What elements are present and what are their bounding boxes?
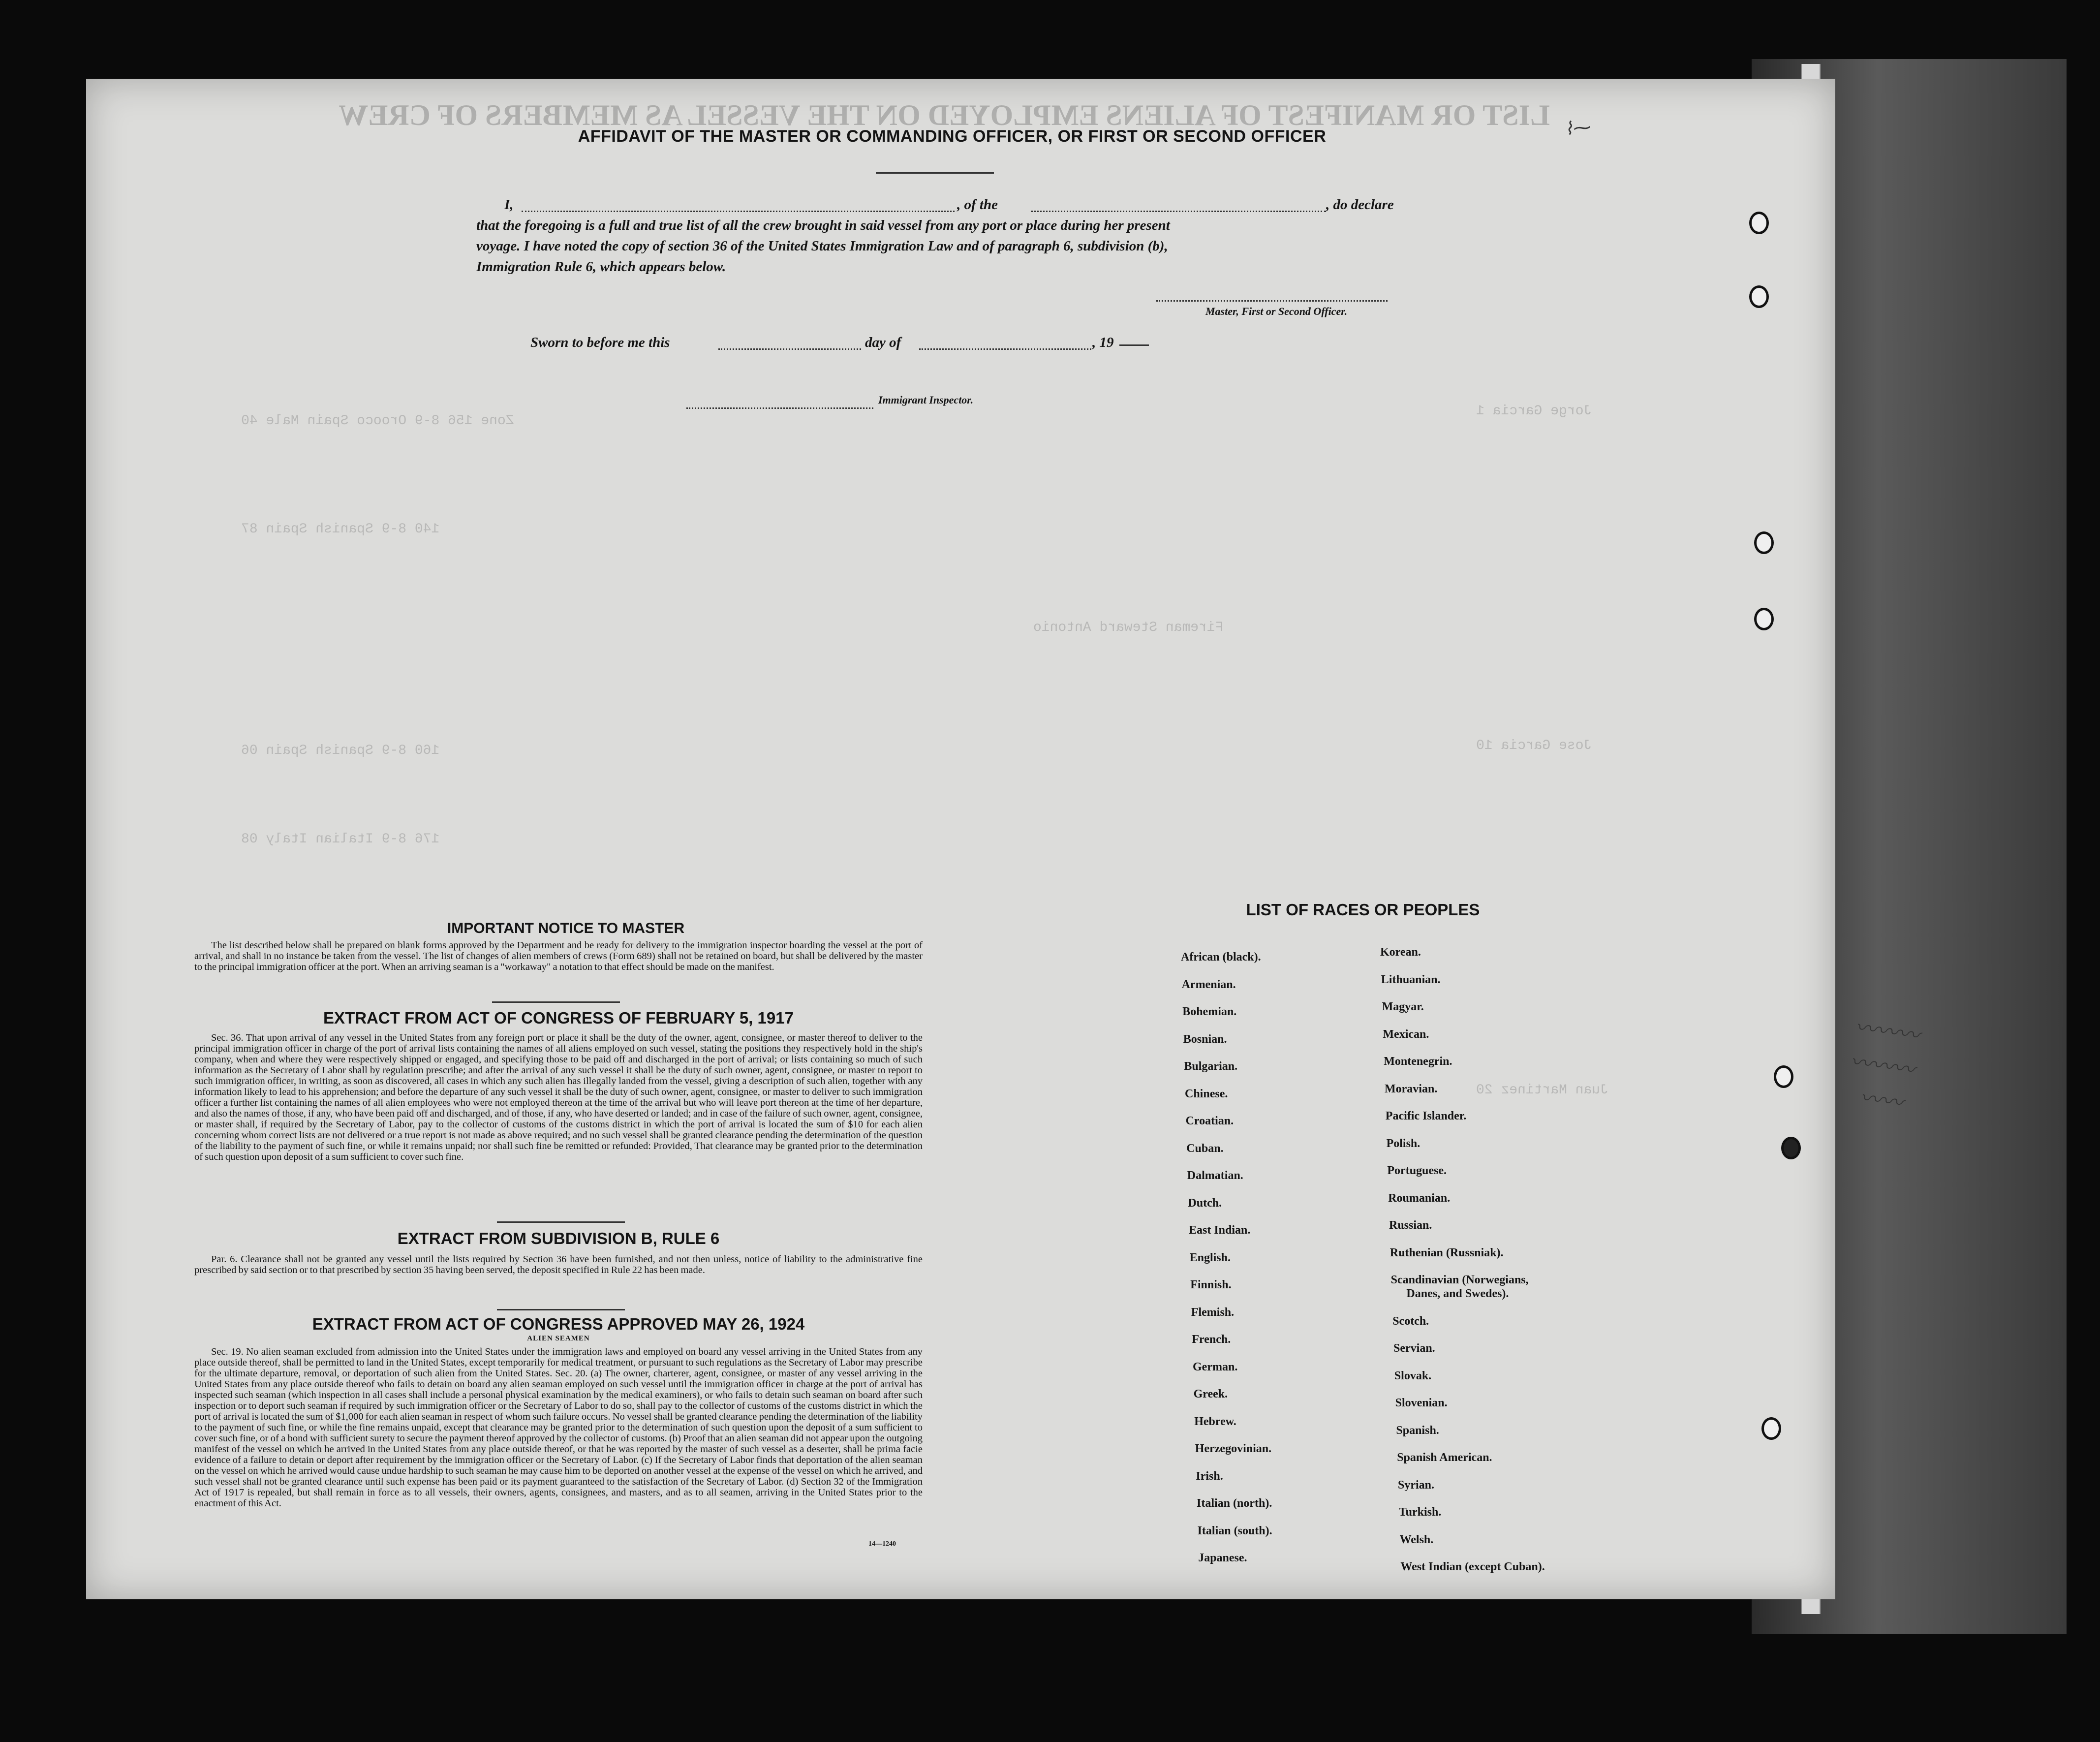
race-item: Syrian. (1398, 1478, 1435, 1492)
race-item: Mexican. (1383, 1027, 1429, 1041)
show-through-header: LIST OR MANIFEST OF ALIENS EMPLOYED ON THE VESSEL AS MEMBERS OF CREW (339, 99, 1550, 131)
extract-1924-text: Sec. 19. No alien seaman excluded from admission into the United States under the immigration laws and employed on board any vessel arriving in the United States from any place outside thereof, shall be permitted to land in the United States, except temporarily for medical treatment, or pursuant to such regulations as the Secretary of Labor may prescribe for the ultimate departure, removal, or deportation of such alien from the United States. Sec. 20. (a) The owner, charterer, agent, consignee, or master of any vessel arriving in the United States from any place outside thereof who fails to detain on board any alien seaman employed on such vessel until the immigration officer in charge at the port of arrival has inspected such seaman (which inspection in all cases shall include a personal physical examination by the medical examiners), or who fails to detain such seaman on board after such inspection or to deport such seaman if required by such immigration officer or the Secretary of Labor to do so, shall pay to the collector of customs of the customs district in which the port of arrival is located the sum of $1,000 for each alien seaman in respect of whom such failure occurs. No vessel shall be granted clearance pending the determination of the liability to the payment of such fine, or while the fine remains unpaid, except that clearance may be granted prior to the determination of such question upon the deposit of a sum sufficient to cover such fine, or of a bond with sufficient surety to secure the payment thereof approved by the collector of customs. (b) Proof that an alien seaman did not appear upon the outgoing manifest of the vessel on which he arrived in the United States from any place outside thereof, or that he was reported by the master of such vessel as a deserter, shall be prima facie evidence of a failure to detain or deport after requirement by the immigration officer or the Secretary of Labor. (c) If the Secretary of Labor finds that deportation of the alien seaman on the vessel on which he arrived would cause undue hardship to such seaman he may cause him to be deported on another vessel at the expense of the vessel on which he arrived, and such vessel shall not be granted clearance until such expense has been paid or its payment guaranteed to the satisfaction of the Secretary of Labor. (d) Section 32 of the Immigration Act of 1917 is repealed, but shall remain in force as to all vessels, their owners, agents, consignees, and masters, and as to all seamen, arriving in the United States prior to the enactment of this Act. (194, 1346, 923, 1509)
race-item: English. (1189, 1251, 1231, 1264)
race-item: Bosnian. (1183, 1032, 1227, 1046)
inspector-caption: Immigrant Inspector. (878, 394, 974, 406)
race-item: Bohemian. (1182, 1005, 1237, 1018)
race-item: Herzegovinian. (1195, 1442, 1272, 1455)
affidavit-of-the: , of the (957, 197, 998, 213)
race-item: Chinese. (1185, 1087, 1228, 1100)
race-item: Ruthenian (Russniak). (1390, 1246, 1504, 1259)
binder-hole (1749, 285, 1769, 308)
affidavit-i: I, (504, 197, 514, 213)
binder-hole (1781, 1137, 1801, 1159)
affidavit-declare: , do declare (1326, 197, 1394, 213)
race-item: Roumanian. (1388, 1191, 1451, 1205)
show-through-row: 176 8-9 Italian Italy 08 (241, 832, 440, 847)
sworn-month-blank (919, 348, 1091, 350)
race-item: Lithuanian. (1381, 973, 1441, 986)
affidavit-line-4: Immigration Rule 6, which appears below. (476, 259, 726, 275)
race-item: Cuban. (1186, 1142, 1224, 1155)
extract-1917-title: EXTRACT FROM ACT OF CONGRESS OF FEBRUARY 5, 1917 (323, 1009, 794, 1027)
race-item: Portuguese. (1387, 1164, 1447, 1177)
binder-hole (1749, 212, 1769, 234)
inspector-blank (686, 407, 873, 409)
notice-text: The list described below shall be prepared on blank forms approved by the Department and be ready for delivery to the immigration inspector boarding the vessel at the port of arrival, and shall in no instance be taken from the vessel. The list of changes of alien members of crews (Form 689) shall not be retained on board, but shall be delivered by the master to the principal immigration officer at the port. When an arriving seaman is a "workaway" a notation to that effect should be made on the manifest. (194, 940, 923, 972)
sworn-day-blank (718, 348, 861, 350)
races-title: LIST OF RACES OR PEOPLES (1246, 901, 1480, 919)
race-item: East Indian. (1189, 1224, 1251, 1237)
race-item: Flemish. (1191, 1306, 1235, 1319)
race-item: Slovak. (1394, 1369, 1432, 1382)
binder-hole (1754, 608, 1774, 630)
race-item: Irish. (1196, 1469, 1223, 1483)
affidavit-line-3: voyage. I have noted the copy of section 36 of the United States Immigration Law and of paragraph 6, subdivision (b), (476, 238, 1168, 254)
handwriting-mark: 〰〰 (1858, 1085, 1905, 1116)
race-item: Korean. (1380, 946, 1421, 959)
alien-seamen-subtitle: ALIEN SEAMEN (527, 1335, 590, 1342)
extract-rule6-text: Par. 6. Clearance shall not be granted any vessel until the lists required by Section 36 have been furnished, and not then unless, notice of liability to the administrative fine prescribed by said section or to that prescribed by section 35 having been served, the deposit specified in Rule 22 has been made. (194, 1254, 923, 1275)
extract-rule6-title: EXTRACT FROM SUBDIVISION B, RULE 6 (397, 1229, 720, 1247)
race-item: Polish. (1386, 1137, 1421, 1150)
race-item: West Indian (except Cuban). (1400, 1560, 1545, 1573)
signature-blank (1156, 300, 1388, 302)
day-of-label: day of (865, 335, 901, 350)
show-through-row: Jorge Garcia 1 (1476, 404, 1592, 419)
race-item: Greek. (1193, 1388, 1228, 1400)
binder-hole (1754, 531, 1774, 554)
extract-1917-text: Sec. 36. That upon arrival of any vessel in the United States from any foreign port or place it shall be the duty of the owner, agent, consignee, or master thereof to deliver to the principal immigration officer in charge of the port of arrival lists containing the names of all aliens employed on such vessel, stating the positions they respectively hold in the ship's company, when and where they were respectively shipped or engaged, and specifying those to be paid off and discharged in the port of arrival; or lists containing so much of such information as the Secretary of Labor shall by regulation prescribe; and after the arrival of any such vessel it shall be the duty of such owner, agent, consignee, or master to report to such immigration officer, in writing, as soon as discovered, all cases in which any such alien has illegally landed from the vessel, giving a description of such alien, together with any information likely to lead to his apprehension; and before the departure of any such vessel it shall be the duty of such owner, agent, consignee, or master to deliver to such immigration officer a further list containing the names of all alien employees who were not employed thereon at the time of the arrival but who will leave port thereon at the time of her departure, and also the names of those, if any, who have been paid off and discharged, and of those, if any, who have deserted or landed; and in case of the failure of such owner, agent, consignee, or master shall, if required by the Secretary of Labor, pay to the collector of customs of the customs district in which the port of arrival is located the sum of $10 for each alien concerning whom correct lists are not delivered or a true report is not made as above required; and no such vessel shall be granted clearance pending the determination of the question of the liability to the payment of such fine, or while it remains unpaid; nor shall such fine be remitted or refunded: Provided, That clearance may be granted prior to the determination of such question upon deposit of a sum sufficient to cover such fine. (194, 1032, 923, 1162)
show-through-row: Juan Martinez 20 (1476, 1083, 1608, 1098)
race-item: German. (1193, 1360, 1238, 1373)
affidavit-line-2: that the foregoing is a full and true list of all the crew brought in said vessel from any port or place during her present (476, 218, 1170, 233)
race-item: Turkish. (1398, 1506, 1442, 1519)
show-through-row: Jose Garcia 10 (1476, 738, 1592, 753)
race-item: Welsh. (1399, 1533, 1434, 1546)
year-label: , 19 (1092, 335, 1114, 350)
show-through-row: Fireman Steward Antonio (1033, 620, 1224, 635)
race-item: Pacific Islander. (1385, 1110, 1467, 1122)
binder-hole (1761, 1417, 1781, 1440)
race-item: Moravian. (1385, 1082, 1438, 1095)
race-item: French. (1192, 1333, 1231, 1346)
show-through-row: 140 8-9 Spanish Spain 87 (241, 522, 440, 537)
race-item: Hebrew. (1194, 1415, 1236, 1428)
handwriting-mark: 〰〰〰 (1853, 1015, 1921, 1049)
race-item: Russian. (1389, 1219, 1432, 1232)
race-item: African (black). (1181, 951, 1261, 964)
race-item: Scandinavian (Norwegians, (1390, 1274, 1529, 1286)
race-item: Italian (north). (1197, 1497, 1272, 1510)
divider (497, 1221, 625, 1223)
divider (876, 172, 994, 174)
handwriting-mark: ⌇⁓ (1564, 117, 1592, 139)
race-item: Slovenian. (1395, 1397, 1448, 1409)
race-item: Magyar. (1382, 1000, 1424, 1013)
race-item: Danes, and Swedes). (1406, 1287, 1509, 1300)
binder-hole (1774, 1065, 1793, 1088)
year-blank (1119, 344, 1149, 346)
divider (497, 1309, 625, 1310)
race-item: Finnish. (1190, 1278, 1232, 1291)
form-number: 14—1240 (868, 1540, 896, 1548)
race-item: Scotch. (1392, 1314, 1429, 1328)
handwriting-mark: 〰〰〰 (1848, 1049, 1916, 1083)
race-item: Italian (south). (1197, 1524, 1272, 1537)
notice-title: IMPORTANT NOTICE TO MASTER (447, 920, 685, 936)
race-item: Armenian. (1181, 978, 1236, 991)
show-through-row: Zone 156 8-9 Orooco Spain Male 40 (241, 413, 514, 429)
affidavit-title: AFFIDAVIT OF THE MASTER OR COMMANDING OFFICER, OR FIRST OR SECOND OFFICER (578, 127, 1327, 146)
race-item: Japanese. (1198, 1552, 1247, 1564)
race-item: Dalmatian. (1187, 1169, 1243, 1182)
vessel-blank (1031, 211, 1326, 212)
name-blank (522, 211, 955, 212)
divider (492, 1001, 620, 1003)
show-through-row: 160 8-9 Spanish Spain 06 (241, 743, 440, 758)
race-item: Spanish American. (1397, 1451, 1492, 1464)
race-item: Bulgarian. (1184, 1060, 1238, 1073)
race-item: Dutch. (1188, 1196, 1222, 1210)
signature-caption: Master, First or Second Officer. (1205, 305, 1348, 317)
sworn-label: Sworn to before me this (530, 335, 670, 350)
race-item: Spanish. (1396, 1424, 1439, 1437)
race-item: Servian. (1393, 1342, 1435, 1355)
race-item: Montenegrin. (1384, 1055, 1452, 1068)
extract-1924-title: EXTRACT FROM ACT OF CONGRESS APPROVED MAY 26, 1924 (312, 1315, 805, 1333)
race-item: Croatian. (1185, 1115, 1234, 1127)
